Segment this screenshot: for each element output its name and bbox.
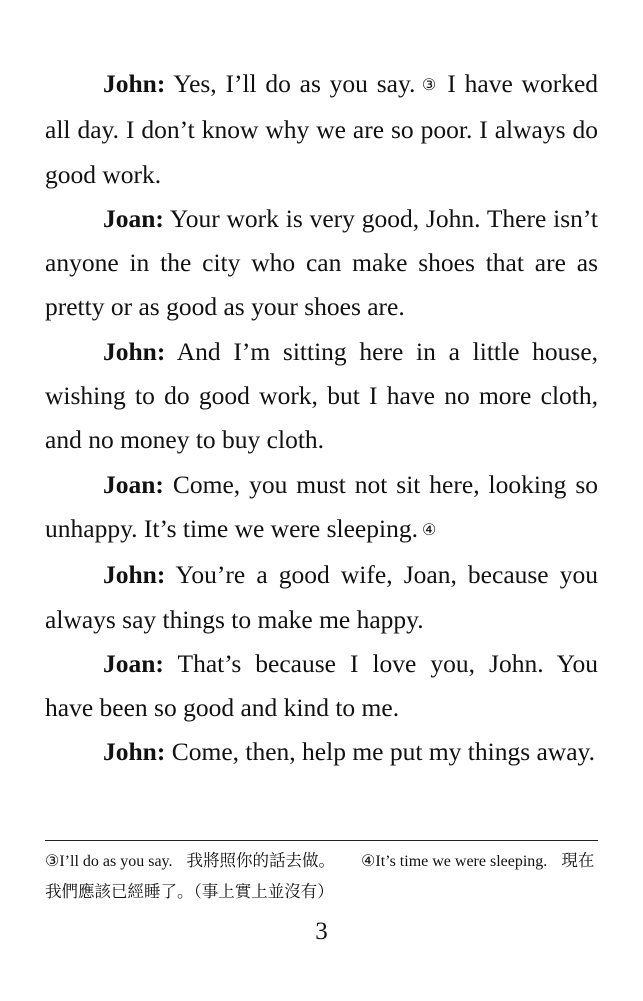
dialogue-line [45, 463, 598, 554]
speaker-name: Joan: [103, 203, 164, 233]
footnote-english: I’ll do as you say. [59, 853, 173, 870]
speaker-name: John: [103, 560, 166, 590]
line-text: Come, then, help me put my things away. [171, 737, 596, 767]
speaker-name: John: [103, 737, 166, 767]
footnote-ref: ④ [421, 521, 437, 539]
dialogue-line [45, 553, 598, 642]
footnote-mark: ③ [45, 853, 60, 870]
line-text: That’s because I love you, John. You have been so good and kind to me. [45, 648, 598, 723]
speaker-name: John: [103, 336, 166, 366]
line-text: You’re a good wife, Joan, because you always say things to make me happy. [45, 560, 599, 634]
line-text: Your work is very good, John. There isn’t anyone in the city who can make shoes that are as pretty or as good as your shoes are. [45, 203, 598, 322]
footnote-chinese: 我將照你的話去做。 [186, 851, 336, 870]
speaker-name: Joan: [103, 648, 164, 678]
footnote-ref: ③ [419, 77, 439, 94]
dialogue-body [45, 62, 598, 775]
speaker-name: John: [103, 69, 166, 98]
speaker-name: Joan: [103, 469, 164, 499]
dialogue-line [45, 642, 598, 731]
footnote-english: It’s time we were sleeping. [375, 853, 548, 870]
dialogue-line [45, 330, 598, 463]
footnote-divider [45, 840, 598, 841]
dialogue-line [45, 730, 598, 774]
footnote-chinese: 現在我們應該已經睡了。（事上實上並沒有） [45, 851, 595, 901]
footnotes [45, 846, 605, 908]
line-text: And I’m sitting here in a little house, wishing to do good work, but I have no more cloth, and no money to buy cloth. [45, 336, 599, 455]
footnote-mark: ④ [361, 853, 376, 870]
dialogue-line [45, 197, 598, 330]
line-text: Yes, I’ll do as you say. [173, 69, 416, 98]
line-text-continued: I have worked all day. I don’t know why we are so poor. I always do good work. [45, 69, 599, 189]
line-text: Come, you must not sit here, looking so unhappy. It’s time we were sleeping. [45, 469, 599, 543]
page-number: 3 [315, 918, 328, 945]
dialogue-line [45, 62, 598, 197]
